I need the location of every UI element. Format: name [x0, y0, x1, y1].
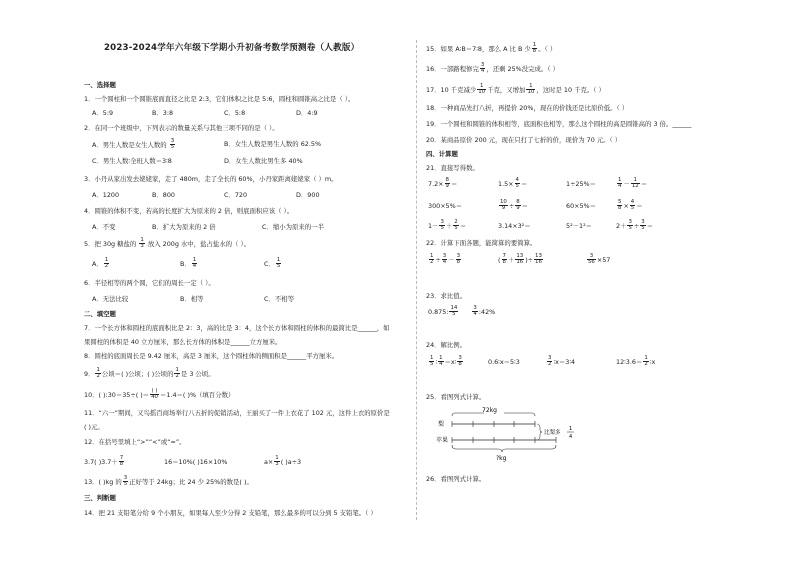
question-15: 15．如果 A∶B＝7∶8，那么 A 比 B 少 $\frac{1}{8}$ 。（ ）: [426, 42, 557, 55]
q2-option-d: D．女生人数比男生多 40%: [224, 157, 303, 165]
q6-option-a: A．无法比较: [92, 295, 129, 303]
question-11: 11．“六一”期间，又鸟摇百商场举行八五折的促销活动，王丽买了一件上衣花了 102 元，这件上衣的原价是: [84, 409, 390, 417]
calc21-item-4: $\frac{1}{4}$ － $\frac{1}{12}$ ＝: [618, 177, 648, 190]
fraction: $\frac{3}{5}$: [123, 475, 128, 488]
fraction: $\frac{1}{10}$: [527, 83, 535, 96]
calc22-item-1: $\frac{1}{2}$ ÷ $\frac{3}{4}$ － $\frac{3}{8}$: [430, 253, 461, 266]
question-4: 4．圆锥的体积不变，若高的长度扩大为原来的 2 倍，则底面积应该（ ）。: [84, 207, 294, 215]
section-choice: 一、选择题: [84, 81, 116, 89]
bottom-brace: [452, 445, 556, 452]
q4-option-c: C．缩小为原来的一半: [262, 223, 324, 231]
side-fraction-numerator: 1: [569, 426, 573, 432]
fraction: $\frac{3}{2}$: [548, 355, 552, 368]
fraction: $\frac{5}{8}$: [618, 199, 622, 212]
fraction: $\frac{3}{4}$: [473, 305, 477, 318]
question-7-cont: 果圆柱的体积是 40 立方厘米，那么长方体的体积是______立方厘米。: [84, 338, 282, 346]
q12-item-3: a× $\frac{1}{3}$ ( )a÷3: [264, 455, 302, 468]
q12-item-1: 3.7( )3.7＋ $\frac{7}{8}$: [84, 455, 124, 468]
question-23: 23．求比值。: [426, 292, 467, 300]
calc21-item-7: 60×5%＝: [566, 202, 597, 210]
question-6: 6．半径相等的两个圆，它们的周长一定（ ）。: [84, 279, 215, 287]
calc21-item-11: 5²－1²＝: [566, 222, 593, 230]
question-1: 1．一个圆柱和一个圆锥底面直径之比是 2:3，它们体积之比是 5:6，圆柱和圆锥高之比是（ ）。: [84, 95, 355, 103]
proportion-3: $\frac{3}{2}$ ∶x＝3∶4: [548, 355, 576, 368]
question-13: 13．( )kg 的 $\frac{3}{5}$ 正好等于 24kg；比 24 少 25%的数是( )。: [84, 475, 253, 488]
fraction: $\frac{3}{4}$: [480, 62, 485, 75]
column-divider: [416, 40, 417, 520]
proportion-4: 12∶3.6＝ $\frac{1}{2}$ ∶x: [616, 355, 656, 368]
diagram-bottom-label: ?kg: [496, 455, 507, 462]
fraction: $\frac{1}{2}$: [644, 355, 648, 368]
calc21-item-8: $\frac{5}{8}$ × $\frac{4}{5}$ ＝: [618, 199, 643, 212]
question-10: 10．( ):30＝35÷( )＝ $\frac{( )}{40}$ ＝1.4＝( )%（填百分数）: [84, 388, 235, 401]
fraction: $\frac{3}{8}$: [458, 355, 462, 368]
fraction: $\frac{2}{5}$: [454, 219, 458, 232]
q3-option-b: B．800: [152, 191, 175, 199]
question-24: 24．解比例。: [426, 341, 467, 349]
calc21-item-5: 300×5%＝: [428, 202, 463, 210]
question-12: 12．在括号里填上“>”“<”或“=”。: [84, 438, 186, 446]
fraction: $\frac{1}{2}$: [175, 367, 179, 380]
fraction: $\frac{1}{4}$: [439, 355, 443, 368]
q3-option-a: A．1200: [92, 191, 120, 199]
fraction: $\frac{( )}{40}$: [151, 388, 158, 401]
q1-option-b: B．3:8: [152, 109, 174, 117]
q5-option-a: A． $\frac{1}{2}$: [92, 257, 109, 270]
calc21-item-12: 2＋ $\frac{3}{5}$ ÷ $\frac{3}{5}$ ＝: [616, 219, 654, 232]
fraction: $\frac{1}{5}$: [276, 257, 281, 270]
ratio-item: 0.875: $\frac{14}{5}$ $\frac{3}{4}$ :42%: [428, 305, 496, 318]
fraction: $\frac{8}{9}$: [445, 177, 449, 190]
question-25: 25．看图列式计算。: [426, 393, 486, 401]
q12-item-2: 16＝10%( )16×10%: [164, 458, 228, 466]
fraction: $\frac{3}{8}$: [456, 253, 461, 266]
fraction: $\frac{1}{2}$: [96, 367, 100, 380]
fraction: $\frac{3}{5}$: [170, 138, 175, 151]
question-19: 19．一个圆柱和圆锥的体积相等，底面积也相等，那么这个圆柱的高是圆锥高的 3 倍。______: [426, 120, 692, 128]
question-5: 5．把 30g 糖盐的 $\frac{1}{3}$ 放入 200g 水中，盐占盐水的（ ）。: [84, 237, 251, 250]
fraction: $\frac{3}{56}$: [588, 253, 595, 266]
fraction: $\frac{7}{8}$: [119, 455, 124, 468]
fraction: $\frac{1}{10}$: [478, 83, 486, 96]
question-7: 7．一个长方体和圆柱的底面积比是 2：3，高的比是 3：4，这个长方体和圆柱的体积的最简比是______，如: [84, 324, 390, 332]
question-2: 2．在同一个班级中，下列表示的数量关系与其他三项不同的是（ ）。: [84, 124, 279, 132]
fraction: $\frac{1}{5}$: [430, 355, 434, 368]
q3-option-c: C．720: [224, 191, 248, 199]
proportion-1: $\frac{1}{5}$ ∶ $\frac{1}{4}$ ＝x∶ $\frac{3}{8}$: [430, 355, 462, 368]
question-11-cont: ( )元。: [84, 423, 104, 431]
calc21-item-2: 1.5× $\frac{4}{5}$ ＝: [498, 177, 528, 190]
fraction: $\frac{1}{3}$: [140, 237, 144, 250]
question-21: 21．直接写得数。: [426, 164, 479, 172]
fraction: $\frac{3}{4}$: [442, 253, 447, 266]
diagram-side-label: 比梨多: [544, 430, 561, 436]
q2-option-a: A．男生人数是女生人数的 $\frac{3}{5}$: [92, 138, 175, 151]
q5-option-c: C． $\frac{1}{5}$: [264, 257, 281, 270]
fraction: $\frac{4}{5}$: [630, 199, 635, 212]
section-calc: 四、计算题: [426, 150, 458, 158]
question-3: 3．小丹从家出发去姥姥家，走了 480m，走了全长的 60%，小丹家距离姥姥家（ ）m。: [84, 175, 338, 183]
fraction: $\frac{4}{5}$: [515, 177, 519, 190]
section-fill: 二、填空题: [84, 310, 116, 318]
fraction: $\frac{1}{4}$: [192, 257, 197, 270]
fraction: $\frac{10}{9}$: [500, 199, 507, 212]
q3-option-d: D．900: [296, 191, 320, 199]
question-8: 8．圆柱的底面周长是 9.42 厘米，高是 3 厘米，这个圆柱体的侧面积是______平方厘米。: [84, 352, 339, 360]
fraction: $\frac{1}{4}$: [618, 177, 622, 190]
question-17: 17．10 千克减少 $\frac{1}{10}$ 千克，又增加 $\frac{1}{10}$ ，这时是 10 千克。（ ）: [426, 83, 605, 96]
calc22-item-3: $\frac{3}{56}$ ×57: [588, 253, 611, 266]
bar-diagram: [436, 404, 596, 464]
q6-option-b: B．相等: [180, 295, 204, 303]
question-18: 18．一种商品先打八折，再提价 20%，现在的价钱还是比原价低。（ ）: [426, 104, 629, 112]
fraction: $\frac{7}{8}$: [502, 253, 506, 266]
calc21-item-6: $\frac{10}{9}$ ÷ $\frac{8}{9}$ ＝: [500, 199, 529, 212]
question-20: 20．某商品原价 200 元，现在只打了七折的价，现价为 70 元。（ ）: [426, 136, 622, 144]
q1-option-c: C．5:8: [224, 109, 246, 117]
fraction: $\frac{1}{12}$: [631, 177, 639, 190]
q6-option-c: C．不相等: [264, 295, 295, 303]
calc21-item-9: 1－ $\frac{3}{5}$ ＋ $\frac{2}{5}$ ＝: [428, 219, 467, 232]
q1-option-a: A．5:9: [92, 109, 114, 117]
diagram-top-label: 72kg: [482, 407, 497, 414]
proportion-2: 0.6∶x＝5∶3: [488, 358, 520, 366]
q2-option-c: C．男生人数∶全班人数＝3∶8: [92, 157, 172, 165]
fraction: $\frac{14}{5}$: [450, 305, 458, 318]
fraction: $\frac{1}{2}$: [430, 253, 434, 266]
question-9: 9． $\frac{1}{2}$ 公顷＝( )公顷；( )公顷的 $\frac{1}{2}$ 是 3 公顷。: [84, 367, 215, 380]
q4-option-b: B．扩大为原来的 2 倍: [152, 223, 216, 231]
question-14: 14．把 21 支铅笔分给 9 个小朋友，如果每人至少分得 2 支铅笔，那么最多的可以分到 5 支铅笔。（ ）: [84, 509, 377, 517]
apple-label: 苹果: [436, 437, 449, 444]
fraction: $\frac{3}{5}$: [440, 219, 444, 232]
fraction: $\frac{13}{16}$: [516, 253, 524, 266]
q5-option-b: B． $\frac{1}{4}$: [180, 257, 197, 270]
question-26: 26．看图列式计算。: [426, 475, 486, 483]
question-16: 16．一部路程修完 $\frac{3}{4}$ ，还剩 25%没完成。（ ）: [426, 62, 559, 75]
pear-label: 梨: [438, 421, 445, 428]
fraction: $\frac{1}{8}$: [532, 42, 537, 55]
fraction: $\frac{1}{2}$: [104, 257, 109, 270]
q2-option-b: B．女生人数是男生人数的 62.5%: [224, 140, 322, 148]
q4-option-a: A．不变: [92, 223, 116, 231]
side-brace: [537, 424, 542, 440]
side-fraction-denominator: 4: [569, 434, 573, 440]
q1-option-d: D．4:9: [296, 109, 318, 117]
section-judge: 三、判断题: [84, 494, 116, 502]
fraction: $\frac{3}{5}$: [628, 219, 632, 232]
calc21-item-3: 1÷25%＝: [566, 180, 597, 188]
question-22: 22．计算下面各题，能简算的要简算。: [426, 239, 537, 247]
calc21-item-10: 3.14×3²＝: [498, 222, 531, 230]
fraction: $\frac{8}{9}$: [516, 199, 520, 212]
fraction: $\frac{3}{5}$: [641, 219, 645, 232]
calc21-item-1: 7.2× $\frac{8}{9}$ ＝: [428, 177, 458, 190]
fraction: $\frac{13}{16}$: [535, 253, 542, 266]
page-title: 2023-2024学年六年级下学期小升初备考数学预测卷（人教版）: [104, 43, 360, 53]
fraction: $\frac{1}{3}$: [275, 455, 279, 468]
calc22-item-2: ( $\frac{7}{8}$ ＋ $\frac{13}{16}$ )÷ $\frac{13}{16}$: [498, 253, 542, 266]
